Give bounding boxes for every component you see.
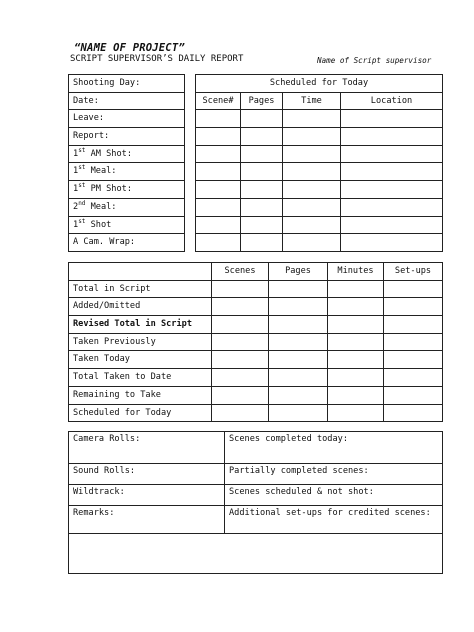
table-cell[interactable] xyxy=(384,316,443,334)
column-header-location: Location xyxy=(341,92,443,110)
table-row xyxy=(69,75,185,93)
row-label: Total in Script xyxy=(69,280,212,298)
table-row xyxy=(196,181,443,199)
row-label: Taken Previously xyxy=(69,333,212,351)
table-row xyxy=(69,316,443,334)
table-cell[interactable] xyxy=(283,234,341,252)
table-row xyxy=(69,534,443,574)
sound-rolls-field[interactable]: Sound Rolls: xyxy=(69,464,225,485)
table-cell[interactable] xyxy=(241,234,283,252)
table-cell[interactable] xyxy=(212,333,269,351)
table-cell[interactable] xyxy=(283,216,341,234)
table-row xyxy=(196,128,443,146)
table-row xyxy=(69,234,185,252)
table-row xyxy=(69,333,443,351)
table-cell[interactable] xyxy=(283,128,341,146)
table-cell[interactable] xyxy=(212,316,269,334)
table-cell[interactable] xyxy=(328,351,384,369)
date-field[interactable]: Date: xyxy=(69,92,185,110)
table-cell[interactable] xyxy=(196,163,241,181)
table-cell[interactable] xyxy=(283,181,341,199)
table-cell[interactable] xyxy=(241,110,283,128)
column-header-time: Time xyxy=(283,92,341,110)
first-shot-field[interactable]: 1st Shot xyxy=(69,216,185,234)
table-row xyxy=(69,369,443,387)
column-header-pages: Pages xyxy=(241,92,283,110)
table-cell[interactable] xyxy=(283,163,341,181)
table-row xyxy=(69,216,185,234)
table-cell[interactable] xyxy=(212,404,269,422)
additional-setups-field[interactable]: Additional set-ups for credited scenes: xyxy=(225,506,443,534)
table-cell[interactable] xyxy=(196,198,241,216)
table-cell[interactable] xyxy=(384,298,443,316)
table-cell[interactable] xyxy=(269,333,328,351)
table-cell[interactable] xyxy=(283,198,341,216)
table-cell[interactable] xyxy=(328,386,384,404)
row-label: Total Taken to Date xyxy=(69,369,212,387)
table-row xyxy=(69,280,443,298)
table-cell[interactable] xyxy=(341,128,443,146)
table-row xyxy=(69,485,443,506)
a-cam-wrap-field[interactable]: A Cam. Wrap: xyxy=(69,234,185,252)
camera-rolls-field[interactable]: Camera Rolls: xyxy=(69,432,225,464)
row-label: Remaining to Take xyxy=(69,386,212,404)
column-header-pages: Pages xyxy=(269,263,328,281)
table-cell[interactable] xyxy=(196,145,241,163)
table-row xyxy=(69,128,185,146)
scheduled-today-table xyxy=(195,74,443,252)
column-header-scene-number: Scene# xyxy=(196,92,241,110)
table-cell[interactable] xyxy=(241,163,283,181)
table-row xyxy=(69,404,443,422)
table-cell[interactable] xyxy=(269,386,328,404)
row-label: Added/Omitted xyxy=(69,298,212,316)
table-cell[interactable] xyxy=(384,386,443,404)
table-cell[interactable] xyxy=(212,386,269,404)
schedule-times-table xyxy=(68,74,185,252)
table-cell[interactable] xyxy=(269,369,328,387)
table-header-row xyxy=(69,263,443,281)
first-meal-field[interactable]: 1st Meal: xyxy=(69,163,185,181)
table-cell[interactable] xyxy=(328,316,384,334)
table-row xyxy=(196,145,443,163)
table-cell[interactable] xyxy=(384,333,443,351)
table-row xyxy=(69,464,443,485)
table-row xyxy=(196,216,443,234)
table-cell[interactable] xyxy=(328,280,384,298)
table-cell[interactable] xyxy=(196,128,241,146)
table-row xyxy=(69,351,443,369)
table-row xyxy=(69,92,185,110)
table-cell[interactable] xyxy=(196,216,241,234)
table-cell[interactable] xyxy=(212,280,269,298)
table-cell[interactable] xyxy=(269,316,328,334)
table-row xyxy=(69,198,185,216)
table-row xyxy=(196,110,443,128)
table-row xyxy=(69,181,185,199)
scenes-completed-field[interactable]: Scenes completed today: xyxy=(225,432,443,464)
column-header-minutes: Minutes xyxy=(328,263,384,281)
totals-table xyxy=(68,262,443,422)
report-field[interactable]: Report: xyxy=(69,128,185,146)
table-cell[interactable] xyxy=(328,333,384,351)
table-cell[interactable] xyxy=(212,298,269,316)
table-row xyxy=(69,163,185,181)
table-cell[interactable] xyxy=(212,369,269,387)
table-cell[interactable] xyxy=(196,234,241,252)
table-cell[interactable] xyxy=(283,110,341,128)
column-header-set-ups: Set-ups xyxy=(384,263,443,281)
first-am-shot-field[interactable]: 1st AM Shot: xyxy=(69,145,185,163)
table-cell[interactable] xyxy=(384,351,443,369)
table-cell[interactable] xyxy=(269,298,328,316)
table-row xyxy=(69,145,185,163)
column-header-scenes: Scenes xyxy=(212,263,269,281)
table-cell[interactable] xyxy=(241,145,283,163)
table-cell[interactable] xyxy=(196,181,241,199)
table-cell[interactable] xyxy=(341,163,443,181)
table-cell[interactable] xyxy=(269,280,328,298)
table-cell[interactable] xyxy=(269,351,328,369)
script-supervisor-name: Name of Script supervisor xyxy=(317,56,432,65)
table-cell[interactable] xyxy=(341,145,443,163)
table-cell[interactable] xyxy=(212,351,269,369)
table-cell[interactable] xyxy=(328,298,384,316)
scheduled-not-shot-field[interactable]: Scenes scheduled & not shot: xyxy=(225,485,443,506)
table-cell[interactable] xyxy=(341,181,443,199)
row-label: Revised Total in Script xyxy=(69,316,212,334)
table-cell[interactable] xyxy=(384,369,443,387)
report-title: SCRIPT SUPERVISOR’S DAILY REPORT xyxy=(70,54,244,64)
table-cell[interactable] xyxy=(241,198,283,216)
table-cell[interactable] xyxy=(341,198,443,216)
table-cell[interactable] xyxy=(341,110,443,128)
table-cell[interactable] xyxy=(283,145,341,163)
table-row xyxy=(69,110,185,128)
table-cell xyxy=(69,263,212,281)
table-cell[interactable] xyxy=(328,369,384,387)
table-cell[interactable] xyxy=(384,280,443,298)
wildtrack-field[interactable]: Wildtrack: xyxy=(69,485,225,506)
table-row xyxy=(196,234,443,252)
shooting-day-field[interactable]: Shooting Day: xyxy=(69,75,185,93)
table-cell[interactable] xyxy=(328,404,384,422)
table-row xyxy=(69,298,443,316)
notes-table xyxy=(68,431,443,574)
table-row xyxy=(69,506,443,534)
table-row xyxy=(69,432,443,464)
table-row xyxy=(196,198,443,216)
project-name: “NAME OF PROJECT” xyxy=(74,42,185,54)
table-cell[interactable] xyxy=(241,216,283,234)
table-row xyxy=(196,163,443,181)
table-header-row xyxy=(196,92,443,110)
table-cell[interactable] xyxy=(196,110,241,128)
row-label: Scheduled for Today xyxy=(69,404,212,422)
remarks-label-cell[interactable]: Remarks: xyxy=(69,506,225,534)
table-cell[interactable] xyxy=(241,128,283,146)
table-cell[interactable] xyxy=(269,404,328,422)
table-cell[interactable] xyxy=(384,404,443,422)
scheduled-today-title: Scheduled for Today xyxy=(196,75,443,93)
table-cell[interactable] xyxy=(341,216,443,234)
first-pm-shot-field[interactable]: 1st PM Shot: xyxy=(69,181,185,199)
leave-field[interactable]: Leave: xyxy=(69,110,185,128)
remarks-area[interactable] xyxy=(69,534,443,574)
partially-completed-field[interactable]: Partially completed scenes: xyxy=(225,464,443,485)
table-header-row xyxy=(196,75,443,93)
table-row xyxy=(69,386,443,404)
second-meal-field[interactable]: 2nd Meal: xyxy=(69,198,185,216)
row-label: Taken Today xyxy=(69,351,212,369)
table-cell[interactable] xyxy=(341,234,443,252)
table-cell[interactable] xyxy=(241,181,283,199)
